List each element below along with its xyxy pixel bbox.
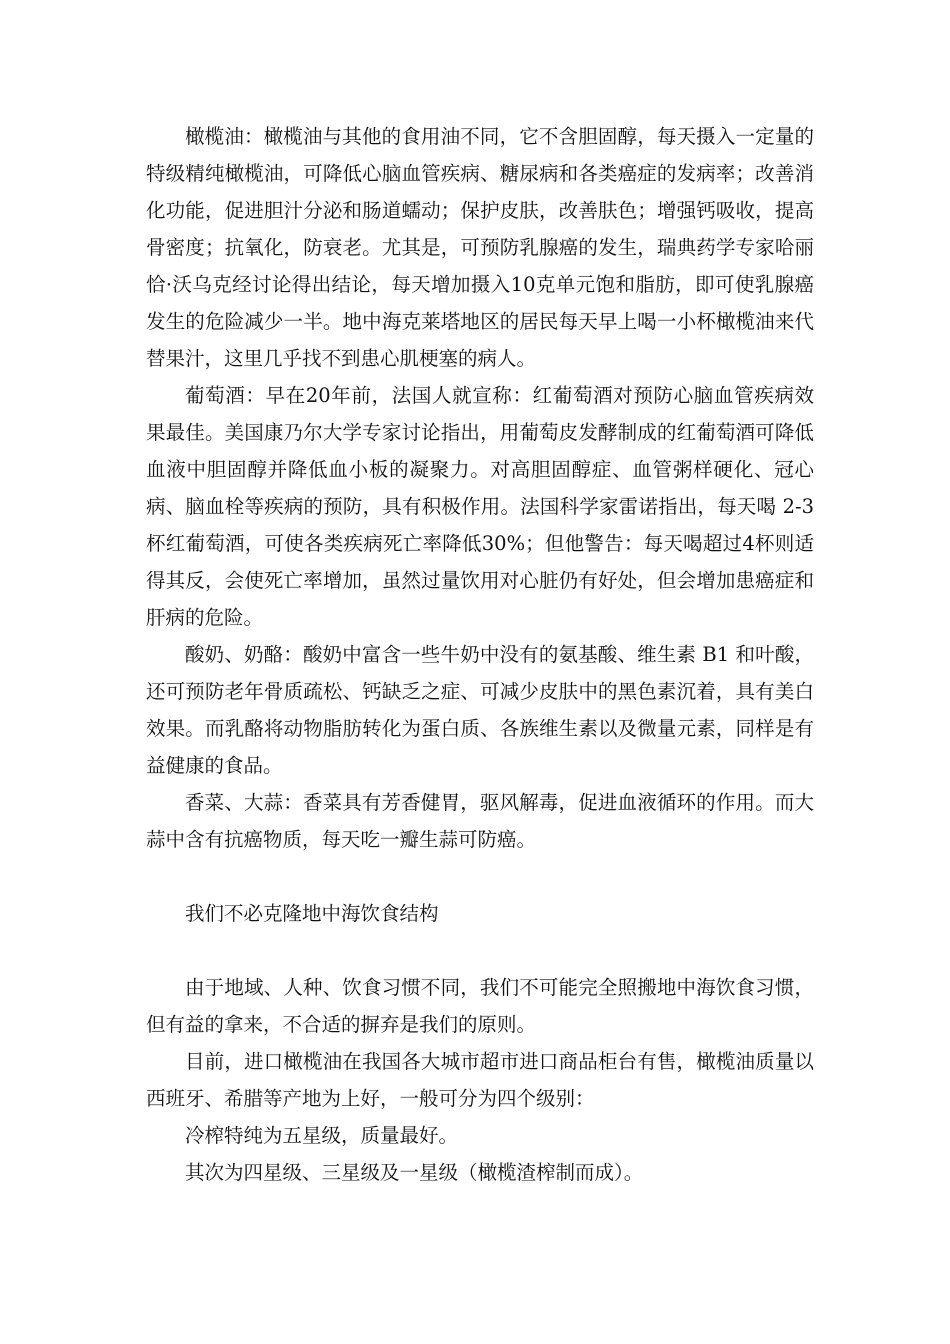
line-grade-other-stars: 其次为四星级、三星级及一星级（橄榄渣榨制而成）。 — [185, 1161, 644, 1184]
paragraph-intro: 由于地域、人种、饮食习惯不同，我们不可能完全照搬地中海饮食习惯，但有益的拿来，不合适的摒弃是我们的原则。 — [146, 976, 814, 1036]
paragraph-wine: 葡萄酒：早在20年前，法国人就宣称：红葡萄酒对预防心脑血管疾病效果最佳。美国康乃尔大学专家讨论指出，用葡萄皮发酵制成的红葡萄酒可降低血液中胆固醇并降低血小板的凝聚力。对高胆固醇症、血管粥样硬化、冠心病、脑血栓等疾病的预防，具有积极作用。法国科学家雷诺指出，每天喝 2-3 杯红葡萄酒，可使各类疾病死亡率降低30%；但他警告：每天喝超过4杯则适得其反，会使死亡率增加，虽然过量饮用对心脏仍有好处，但会增加患癌症和肝病的危险。 — [146, 384, 814, 629]
paragraph-olive-oil: 橄榄油：橄榄油与其他的食用油不同，它不含胆固醇，每天摄入一定量的特级精纯橄榄油，可降低心脑血管疾病、糖尿病和各类癌症的发病率；改善消化功能，促进胆汁分泌和肠道蠕动；保护皮肤，改善肤色；增强钙吸收，提高骨密度；抗氧化，防衰老。尤其是，可预防乳腺癌的发生，瑞典药学专家哈丽恰·沃乌克经讨论得出结论，每天增加摄入10克单元饱和脂肪，即可使乳腺癌发生的危险减少一半。地中海克莱塔地区的居民每天早上喝一小杯橄榄油来代替果汁，这里几乎找不到患心肌梗塞的病人。 — [146, 125, 814, 370]
paragraph-coriander-garlic: 香菜、大蒜：香菜具有芳香健胃，驱风解毒，促进血液循环的作用。而大蒜中含有抗癌物质，每天吃一瓣生蒜可防癌。 — [146, 791, 814, 851]
section-heading: 我们不必克隆地中海饮食结构 — [185, 902, 439, 925]
paragraph-imported-olive-oil: 目前，进口橄榄油在我国各大城市超市进口商品柜台有售，橄榄油质量以西班牙、希腊等产地为上好，一般可分为四个级别： — [146, 1050, 814, 1110]
document-page — [146, 118, 814, 1191]
paragraph-yogurt-cheese: 酸奶、奶酪：酸奶中富含一些牛奶中没有的氨基酸、维生素 B1 和叶酸，还可预防老年骨质疏松、钙缺乏之症、可减少皮肤中的黑色素沉着，具有美白效果。而乳酪将动物脂肪转化为蛋白质、各族维生素以及微量元素，同样是有益健康的食品。 — [146, 643, 814, 777]
line-grade-five-star: 冷榨特纯为五星级，质量最好。 — [185, 1124, 459, 1147]
